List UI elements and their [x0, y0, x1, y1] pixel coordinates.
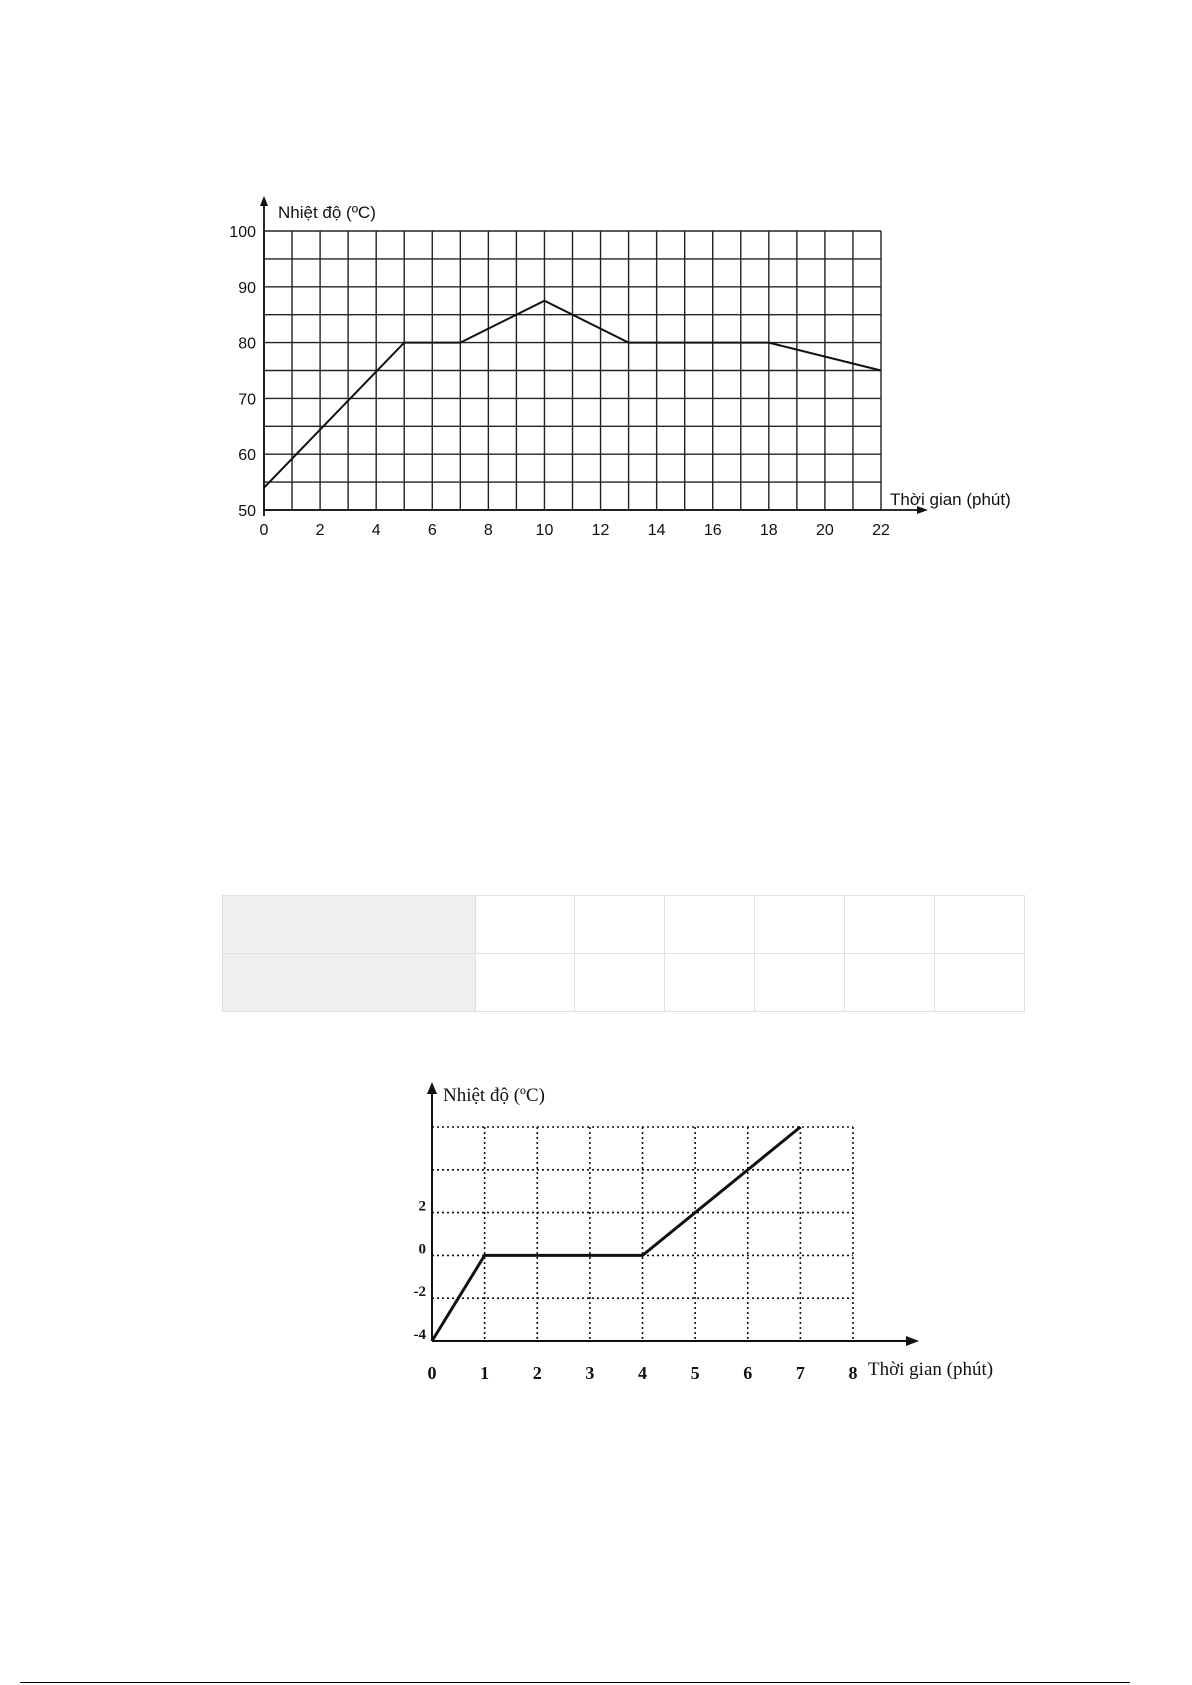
- chart1-x-tick-label: 14: [647, 522, 666, 539]
- table-cell: [665, 896, 755, 954]
- table-cell: [476, 954, 575, 1012]
- chart2-axes: [427, 1082, 919, 1346]
- table-cell: [665, 954, 755, 1012]
- chart1-x-tick-label: 6: [427, 522, 437, 539]
- chart2-x-axis-arrow: [906, 1336, 919, 1346]
- chart1-y-tick-label: 70: [238, 391, 256, 409]
- chart2-y-tick-label: -2: [413, 1284, 426, 1301]
- chart1-x-tick-label: 10: [535, 522, 554, 539]
- chart1-x-tick-labels: [260, 522, 890, 539]
- chart2-x-tick-label: 3: [585, 1363, 595, 1383]
- table-row-header: [223, 896, 476, 954]
- chart1-axes: [260, 196, 928, 516]
- chart1-y-tick-label: 100: [229, 224, 256, 241]
- chart2-y-tick-labels: [414, 1199, 427, 1343]
- table-cell: [476, 896, 575, 954]
- table-row: [223, 896, 1025, 954]
- chart2-x-tick-label: 2: [532, 1363, 542, 1383]
- chart2-grid: [432, 1127, 853, 1341]
- chart2-x-tick-label: 8: [848, 1363, 858, 1383]
- table-cell: [755, 954, 845, 1012]
- chart2-x-tick-label: 6: [743, 1363, 753, 1383]
- chart1-y-tick-label: 60: [238, 447, 256, 465]
- chart1-y-tick-label: 50: [238, 503, 256, 520]
- chart2-x-tick-label: 7: [795, 1363, 805, 1383]
- chart1-y-tick-label: 80: [238, 335, 256, 353]
- chart2-x-tick-label: 4: [638, 1363, 647, 1383]
- chart1-y-tick-label: 90: [238, 279, 256, 297]
- table-row-header: [223, 954, 476, 1012]
- blank-data-table: [222, 895, 1025, 1012]
- chart2-x-tick-label: 0: [427, 1363, 437, 1383]
- chart1-x-tick-label: 0: [259, 522, 269, 539]
- table-row: [223, 954, 1025, 1012]
- table-cell: [575, 954, 665, 1012]
- page-bottom-rule: [20, 1682, 1130, 1683]
- table-cell: [935, 954, 1025, 1012]
- table-cell: [935, 896, 1025, 954]
- chart1-x-tick-label: 8: [483, 522, 493, 539]
- table-cell: [845, 954, 935, 1012]
- chart1-y-axis-label: Nhiệt độ (ºC): [278, 203, 376, 222]
- chart2-x-tick-label: 5: [690, 1363, 700, 1383]
- chart1-x-axis-label: Thời gian (phút): [890, 490, 1011, 509]
- chart1-x-tick-label: 20: [816, 522, 834, 539]
- chart1-x-tick-label: 2: [315, 522, 325, 539]
- chart1-x-tick-label: 16: [703, 522, 722, 539]
- table-cell: [755, 896, 845, 954]
- chart2-y-axis-arrow: [427, 1082, 437, 1094]
- chart2-y-tick-label: 0: [418, 1241, 426, 1258]
- chart1-x-tick-label: 4: [371, 522, 381, 539]
- table-cell: [845, 896, 935, 954]
- chart2-y-axis-label: Nhiệt độ (ºC): [443, 1085, 545, 1106]
- chart2-x-tick-labels: [428, 1363, 858, 1383]
- chart1-x-tick-label: 18: [759, 522, 778, 539]
- chart2-y-tick-label: 2: [418, 1198, 426, 1215]
- chart2-y-tick-label: -4: [413, 1327, 426, 1343]
- chart2-x-tick-label: 1: [480, 1363, 490, 1383]
- chart1-y-axis-arrow: [260, 196, 268, 206]
- temperature-chart-1: [0, 0, 1192, 560]
- chart1-grid: [264, 231, 881, 510]
- chart2-x-axis-label: Thời gian (phút): [868, 1359, 994, 1380]
- chart1-x-tick-label: 12: [591, 522, 610, 539]
- chart2-series: [432, 1127, 800, 1341]
- table-cell: [575, 896, 665, 954]
- chart1-x-tick-label: 22: [872, 522, 890, 539]
- chart2-series-line: [432, 1127, 800, 1341]
- chart1-y-tick-labels: [229, 224, 256, 520]
